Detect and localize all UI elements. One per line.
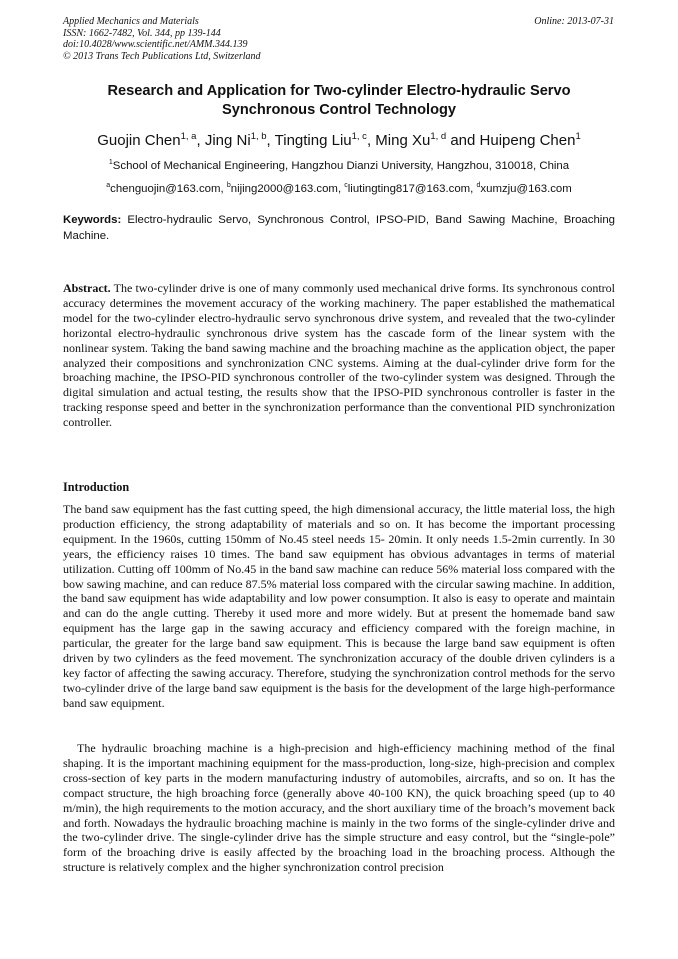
keywords-text: Electro-hydraulic Servo, Synchronous Control, IPSO-PID, Band Sawing Machine, Broaching Machine. [63, 214, 616, 242]
abstract [63, 281, 615, 430]
author-separator: , [266, 132, 275, 149]
author-separator: , [366, 132, 376, 149]
email-sup: c [344, 182, 348, 189]
keywords [63, 213, 615, 244]
paragraph: The hydraulic broaching machine is a high-precision and high-efficiency machining method of the final shaping. It is the important machining equipment for the mass-production, long-size, high-precision and complex cross-section of key parts in the modern manufacturing industry of automobiles, aircrafts, and so on. It has the compact structure, the high broaching force (generally above 40-100 KN), the quick broaching speed (up to 40 m/min), the high requirements to the motion accuracy, and the short auxiliary time of the broach’s movement back and forth. Nowadays the hydraulic broaching machine is mainly in the two forms of the single-cylinder drive and the two-cylinder drive. The single-cylinder drive has the simple structure and easy control, but the “single-pole” form of the broaching drive is easily affected by the broaching load in the broaching process. Although the structure is relatively complex and the higher synchronization control precision [63, 741, 615, 875]
author-name: Tingting Liu [274, 132, 352, 149]
author-sup: 1 [575, 131, 581, 142]
section-heading-introduction: Introduction [63, 480, 130, 494]
affiliation [40, 155, 638, 174]
author-name: Huipeng Chen [479, 132, 576, 149]
email-link[interactable]: chenguojin@163.com [110, 183, 221, 195]
issn: ISSN: 1662-7482, Vol. 344, pp 139-144 [63, 27, 221, 39]
author-name: Ming Xu [375, 132, 431, 149]
email-sup: d [476, 182, 481, 189]
author-separator: and [446, 132, 480, 149]
author-list [40, 127, 638, 151]
author-name: Guojin Chen [97, 132, 181, 149]
author-separator: , [196, 132, 205, 149]
author-name: Jing Ni [204, 132, 251, 149]
doi: doi:10.4028/www.scientific.net/AMM.344.139 [63, 39, 248, 51]
journal-header [63, 16, 261, 62]
keywords-label: Keywords: [63, 214, 122, 226]
email-link[interactable]: nijing2000@163.com [230, 183, 338, 195]
author-sup: 1, a [180, 131, 197, 142]
author-sup: 1, b [250, 131, 267, 142]
email-link[interactable]: liutingting817@163.com [347, 183, 471, 195]
abstract-label: Abstract. [63, 281, 111, 295]
email-list: $^a$chenguojin@163.com, $^b$nijing2000@163.com, $^c$liutingting817@163.com, $^d$xumzju@163.com [106, 182, 572, 195]
email-link[interactable]: xumzju@163.com [480, 183, 572, 195]
affiliation-sup: 1 [108, 159, 113, 166]
copyright: © 2013 Trans Tech Publications Ltd, Switzerland [63, 50, 261, 62]
author-sup: 1, c [351, 131, 367, 142]
paragraph: The band saw equipment has the fast cutting speed, the high dimensional accuracy, the little material loss, the high production efficiency, the strong adaptability of materials and so on. It has become the important processing equipment. In the 1960s, cutting 150mm of No.45 steel needs 15- 20min. It only needs 1.5-2min currently. In 30 years, the efficiency raises 10 times. The band saw equipment has obvious advantages in terms of material utilization. Cutting off 100mm of No.45 in the band saw machine can reduce 56% material loss compared with the bow sawing machine, and can reduce 87.5% material loss compared with the circular sawing machine. In addition, the band saw equipment has wide adaptability and low power consumption. It also is easy to operate and maintain and can do the angle cutting. Thereby it used more and more widely. But at present the homemade band saw equipment has the large gap in the sawing accuracy and efficiency compared with the foreign machine, in particular, the greater for the large band saw equipment. This is because the large band saw equipment is often driven by two cylinders as the feed movement. The synchronization accuracy of the double driven cylinders is a key factor of affecting the sawing accuracy. Therefore, studying the synchronization control methods for the servo two-cylinder drive of the large band saw equipment is the basis for the development of the large high-performance band saw equipment. [63, 502, 615, 710]
email-sup: a [106, 182, 111, 189]
author-sup: 1, d [430, 131, 447, 142]
abstract-text: The two-cylinder drive is one of many commonly used mechanical drive forms. Its synchronous control accuracy determines the movement accuracy of the working machinery. The paper established the mathematical model for the two-cylinder electro-hydraulic servo synchronous drive system, and revealed that the two-cylinder horizontal electro-hydraulic synchronous drive system has the cascade form of the linear system with the nonlinear system. Taking the band sawing machine and the broaching machine as the application object, the paper analyzed their compositions and synchronization CNC systems. Aiming at the dual-cylinder drive form for the broaching machine, the IPSO-PID synchronous controller of the two-cylinder system was designed. Through the digital simulation and actual testing, the results show that the IPSO-PID synchronous controller is faster in the tracking response speed and better in the synchronization performance than the conventional PID synchronization controller. [63, 281, 615, 430]
online-date: Online: 2013-07-31 [534, 16, 614, 27]
paper-title: Research and Application for Two-cylinder Electro-hydraulic Servo Synchronous Control Technology [107, 83, 571, 118]
affiliation-text: School of Mechanical Engineering, Hangzhou Dianzi University, Hangzhou, 310018, China [112, 160, 570, 172]
journal-name: Applied Mechanics and Materials [63, 16, 199, 27]
email-sup: b [226, 182, 231, 189]
